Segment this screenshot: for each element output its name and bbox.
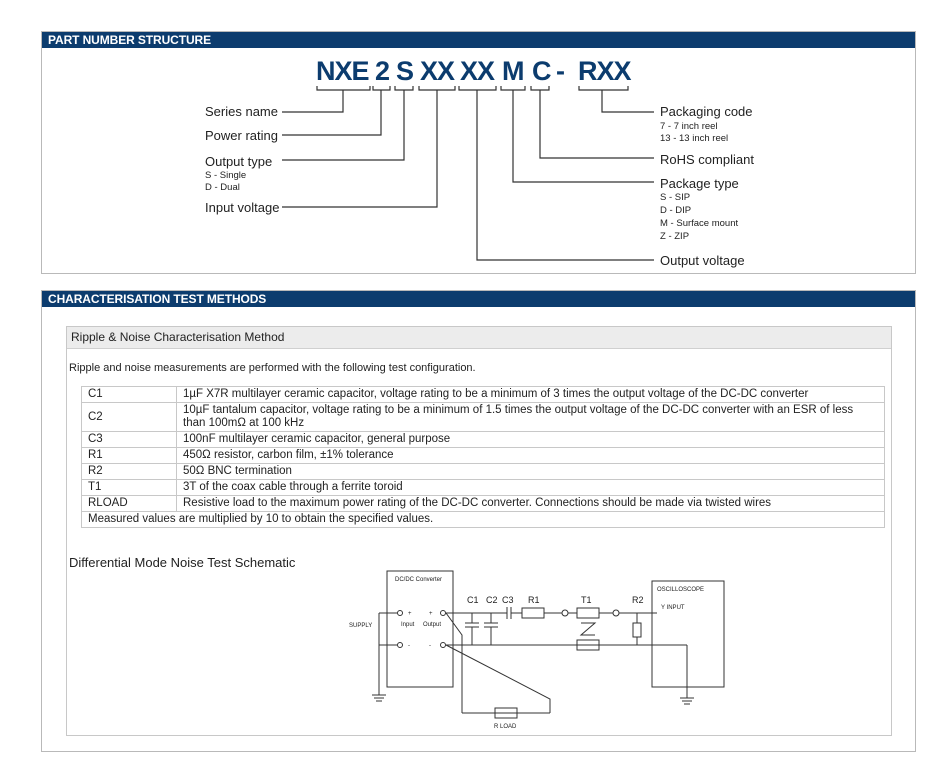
component-key: C1 <box>82 387 177 403</box>
schematic-r1-label: R1 <box>528 595 540 605</box>
packaging-13: 13 - 13 inch reel <box>660 133 729 144</box>
schematic-yinput-label: Y INPUT <box>661 605 685 611</box>
schematic-out-minus: - <box>429 643 431 649</box>
t1-transformer <box>577 608 599 618</box>
code-output-type: S <box>396 56 414 86</box>
component-desc: 3T of the coax cable through a ferrite toroid <box>177 480 885 496</box>
output-type-single: S - Single <box>205 170 247 181</box>
component-table <box>81 386 885 528</box>
table-footnote: Measured values are multiplied by 10 to obtain the specified values. <box>82 512 885 528</box>
output-type-dual: D - Dual <box>205 182 240 193</box>
component-desc: 100nF multilayer ceramic capacitor, general purpose <box>177 432 885 448</box>
schematic-c2-label: C2 <box>486 595 498 605</box>
code-dash: - <box>556 56 564 86</box>
schematic-out-plus: + <box>429 611 433 617</box>
label-series-name: Series name <box>205 104 278 119</box>
schematic-title: Differential Mode Noise Test Schematic <box>69 555 296 570</box>
schematic-output-label: Output <box>423 622 442 628</box>
label-input-voltage: Input voltage <box>205 200 280 215</box>
component-key: C2 <box>82 403 177 432</box>
output-plus-terminal <box>441 611 446 616</box>
component-key: RLOAD <box>82 496 177 512</box>
component-key: R2 <box>82 464 177 480</box>
schematic-scope-label: OSCILLOSCOPE <box>657 587 705 593</box>
r2-resistor <box>633 623 641 637</box>
table-row <box>82 464 885 480</box>
noise-test-schematic <box>67 563 891 733</box>
component-desc: 450Ω resistor, carbon film, ±1% tolerance <box>177 448 885 464</box>
schematic-c1-label: C1 <box>467 595 479 605</box>
schematic-t1-label: T1 <box>581 595 592 605</box>
table-row <box>82 432 885 448</box>
table-row <box>82 480 885 496</box>
label-power-rating: Power rating <box>205 128 278 143</box>
code-output-voltage: XX <box>460 56 495 86</box>
package-zip: Z - ZIP <box>660 231 690 242</box>
code-series: NXE <box>316 56 369 86</box>
table-footnote-row <box>82 512 885 528</box>
schematic-input-label: Input <box>401 622 415 628</box>
schematic-c3-label: C3 <box>502 595 514 605</box>
component-desc: 50Ω BNC termination <box>177 464 885 480</box>
component-key: C3 <box>82 432 177 448</box>
code-packaging: RXX <box>578 56 631 86</box>
table-row <box>82 387 885 403</box>
package-sip: S - SIP <box>660 192 691 203</box>
part-number-header: PART NUMBER STRUCTURE <box>42 32 915 48</box>
component-table-body <box>82 387 885 528</box>
package-dip: D - DIP <box>660 205 692 216</box>
part-number-section <box>41 31 916 274</box>
characterisation-section <box>41 290 916 752</box>
schematic-converter-label: DC/DC Converter <box>395 577 443 583</box>
component-desc: 10µF tantalum capacitor, voltage rating to be a minimum of 1.5 times the output voltage of the DC-DC converter with an ESR of less than 100mΩ at 100 kHz <box>177 403 885 432</box>
table-row <box>82 448 885 464</box>
component-key: T1 <box>82 480 177 496</box>
ripple-noise-panel-title: Ripple & Noise Characterisation Method <box>67 327 891 349</box>
input-plus-terminal <box>398 611 403 616</box>
schematic-r2-label: R2 <box>632 595 644 605</box>
code-rohs: C <box>532 56 551 86</box>
oscilloscope-box <box>652 581 724 687</box>
package-smt: M - Surface mount <box>660 218 739 229</box>
label-output-type: Output type <box>205 154 273 169</box>
schematic-supply-label: SUPPLY <box>349 623 373 629</box>
output-minus-terminal <box>441 643 446 648</box>
label-rohs: RoHS compliant <box>660 152 754 167</box>
label-package-type: Package type <box>660 176 739 191</box>
characterisation-header: CHARACTERISATION TEST METHODS <box>42 291 915 307</box>
code-input-voltage: XX <box>420 56 455 86</box>
component-key: R1 <box>82 448 177 464</box>
table-row <box>82 496 885 512</box>
ripple-noise-panel <box>66 326 892 736</box>
code-package-type: M <box>502 56 524 86</box>
code-power: 2 <box>375 56 390 86</box>
component-desc: 1µF X7R multilayer ceramic capacitor, voltage rating to be a minimum of 3 times the output voltage of the DC-DC converter <box>177 387 885 403</box>
schematic-rload-label: R LOAD <box>494 724 517 730</box>
component-desc: Resistive load to the maximum power rating of the DC-DC converter. Connections should be made via twisted wires <box>177 496 885 512</box>
r1-resistor <box>522 608 544 618</box>
part-code-connectors <box>42 32 915 273</box>
packaging-7: 7 - 7 inch reel <box>660 121 718 132</box>
table-row <box>82 403 885 432</box>
schematic-in-plus: + <box>408 611 412 617</box>
input-minus-terminal <box>398 643 403 648</box>
converter-box <box>387 571 453 687</box>
schematic-in-minus: - <box>408 643 410 649</box>
label-packaging-code: Packaging code <box>660 104 753 119</box>
label-output-voltage: Output voltage <box>660 253 745 268</box>
intro-text: Ripple and noise measurements are performed with the following test configuration. <box>69 362 476 374</box>
